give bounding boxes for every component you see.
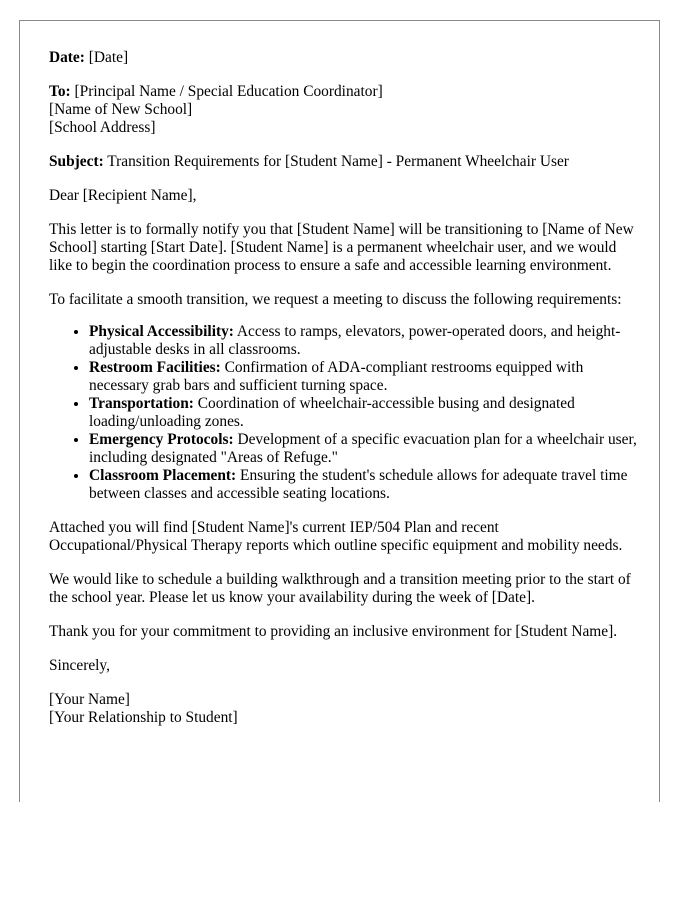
subject-value: Transition Requirements for [Student Name] - Permanent Wheelchair User: [107, 153, 569, 170]
recipient-block: [49, 83, 639, 137]
list-item: [89, 431, 639, 467]
requirement-text: Coordination of wheelchair-accessible busing and designated loading/unloading zones.: [89, 395, 575, 430]
sign-off: Sincerely,: [49, 657, 110, 674]
intro-paragraph: This letter is to formally notify you that [Student Name] will be transitioning to [Name of New School] starting [Start Date]. [Student Name] is a permanent wheelchair user, and we would like to begin the coordination process to ensure a safe and accessible learning environment.: [49, 221, 634, 274]
list-item: [89, 323, 639, 359]
schedule-paragraph: We would like to schedule a building walkthrough and a transition meeting prior to the start of the school year. Please let us know your availability during the week of [Date].: [49, 571, 631, 606]
recipient-name: [Principal Name / Special Education Coordinator]: [74, 83, 383, 100]
requirement-label: Transportation:: [89, 395, 194, 412]
list-item: [89, 467, 639, 503]
salutation: Dear [Recipient Name],: [49, 187, 197, 204]
list-item: [89, 359, 639, 395]
subject-line: [49, 153, 639, 171]
school-name: [Name of New School]: [49, 101, 193, 118]
attached-paragraph: Attached you will find [Student Name]'s current IEP/504 Plan and recent Occupational/Physical Therapy reports which outline specific equipment and mobility needs.: [49, 519, 623, 554]
requirement-text: Ensuring the student's schedule allows for adequate travel time between classes and accessible seating locations.: [89, 467, 628, 502]
school-address: [School Address]: [49, 119, 156, 136]
requirement-label: Classroom Placement:: [89, 467, 237, 484]
subject-label: Subject:: [49, 153, 104, 170]
requirement-text: Development of a specific evacuation plan for a wheelchair user, including designated "Areas of Refuge.": [89, 431, 637, 466]
signature-block: [49, 691, 639, 727]
requirements-list: [49, 323, 639, 503]
sender-relationship: [Your Relationship to Student]: [49, 709, 238, 726]
requirement-text: Access to ramps, elevators, power-operated doors, and height-adjustable desks in all classrooms.: [89, 323, 621, 358]
to-label: To:: [49, 83, 71, 100]
requirement-label: Restroom Facilities:: [89, 359, 221, 376]
letter-page: [19, 20, 660, 802]
date-label: Date:: [49, 49, 85, 66]
date-line: [49, 49, 639, 67]
request-paragraph: To facilitate a smooth transition, we request a meeting to discuss the following requirements:: [49, 291, 622, 308]
requirement-label: Physical Accessibility:: [89, 323, 234, 340]
recipient-line: [49, 83, 639, 101]
thanks-paragraph: Thank you for your commitment to providing an inclusive environment for [Student Name].: [49, 623, 618, 640]
list-item: [89, 395, 639, 431]
requirement-label: Emergency Protocols:: [89, 431, 234, 448]
requirement-text: Confirmation of ADA-compliant restrooms equipped with necessary grab bars and sufficient turning space.: [89, 359, 584, 394]
sender-name: [Your Name]: [49, 691, 130, 708]
letter-body: [49, 49, 639, 727]
date-value: [Date]: [88, 49, 129, 66]
